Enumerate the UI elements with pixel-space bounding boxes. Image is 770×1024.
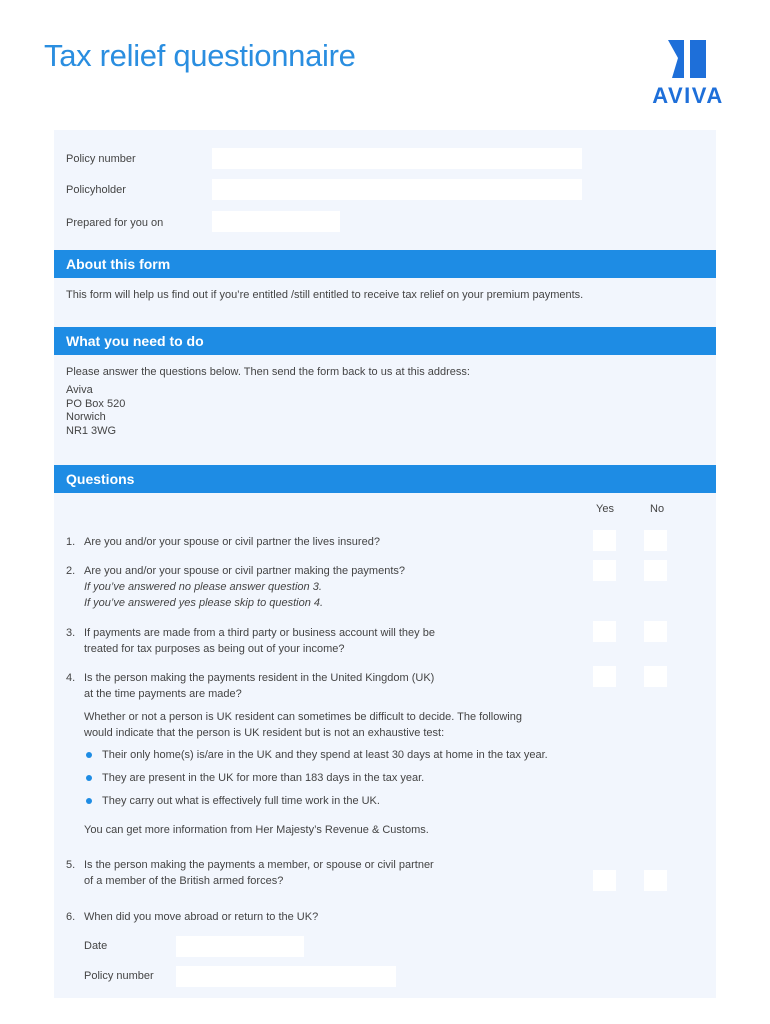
aviva-logo xyxy=(640,40,736,106)
residence-info: would indicate that the person is UK resident but is not an exhaustive test: xyxy=(84,727,445,739)
q3-yes-checkbox[interactable] xyxy=(593,621,616,642)
aviva-logo-icon xyxy=(668,40,706,78)
address-block xyxy=(66,384,125,438)
bullet-icon xyxy=(86,775,92,781)
address-line: Norwich xyxy=(66,411,106,423)
bullet-icon xyxy=(86,798,92,804)
question-2-text: Are you and/or your spouse or civil partner making the payments? xyxy=(84,565,405,577)
page-title: Tax relief questionnaire xyxy=(44,38,356,73)
bullet-item: They carry out what is effectively full time work in the UK. xyxy=(102,795,380,807)
residence-info: Whether or not a person is UK resident can sometimes be difficult to decide. The following xyxy=(84,711,522,723)
policyholder-field[interactable] xyxy=(212,179,582,200)
yes-column-label: Yes xyxy=(596,503,614,515)
bullet-icon xyxy=(86,752,92,758)
hmrc-note: You can get more information from Her Majesty’s Revenue & Customs. xyxy=(84,824,429,836)
question-1-text: Are you and/or your spouse or civil partner the lives insured? xyxy=(84,536,380,548)
q2-no-checkbox[interactable] xyxy=(644,560,667,581)
question-3-text: treated for tax purposes as being out of your income? xyxy=(84,643,345,655)
q4-no-checkbox[interactable] xyxy=(644,666,667,687)
address-line: NR1 3WG xyxy=(66,424,117,437)
todo-heading: What you need to do xyxy=(54,327,716,355)
prepared-label: Prepared for you on xyxy=(66,217,164,229)
question-4-text: Is the person making the payments resident in the United Kingdom (UK) xyxy=(84,672,435,684)
question-6-text: When did you move abroad or return to the UK? xyxy=(84,911,319,923)
address-line: PO Box 520 xyxy=(66,397,126,410)
q6-policy-number-label: Policy number xyxy=(84,970,154,982)
policyholder-label: Policyholder xyxy=(66,184,126,196)
question-5-text: Is the person making the payments a member, or spouse or civil partner xyxy=(84,859,434,871)
no-column-label: No xyxy=(650,503,665,515)
questions-heading: Questions xyxy=(54,465,716,493)
q3-no-checkbox[interactable] xyxy=(644,621,667,642)
question-2-note: If you’ve answered no please answer question 3. xyxy=(84,581,322,593)
todo-intro: Please answer the questions below. Then send the form back to us at this address: xyxy=(66,366,470,378)
question-4-text: at the time payments are made? xyxy=(84,688,242,700)
bullet-item: They are present in the UK for more than 183 days in the tax year. xyxy=(102,772,425,784)
question-5-text: of a member of the British armed forces? xyxy=(84,875,284,887)
q2-yes-checkbox[interactable] xyxy=(593,560,616,581)
question-3-text: If payments are made from a third party or business account will they be xyxy=(84,627,435,639)
q4-yes-checkbox[interactable] xyxy=(593,666,616,687)
policy-number-field[interactable] xyxy=(212,148,582,169)
question-number: 2. xyxy=(66,565,76,577)
aviva-logo-text: AVIVA xyxy=(652,83,724,108)
q5-no-checkbox[interactable] xyxy=(644,870,667,891)
q1-no-checkbox[interactable] xyxy=(644,530,667,551)
policy-number-label: Policy number xyxy=(66,153,136,165)
question-number: 5. xyxy=(66,859,76,871)
question-number: 4. xyxy=(66,672,76,684)
prepared-date-field[interactable] xyxy=(212,211,340,232)
bullet-item: Their only home(s) is/are in the UK and they spend at least 30 days at home in the tax year. xyxy=(102,749,548,761)
move-date-label: Date xyxy=(84,940,108,952)
question-number: 1. xyxy=(66,536,76,548)
q1-yes-checkbox[interactable] xyxy=(593,530,616,551)
question-2-note: If you’ve answered yes please skip to question 4. xyxy=(84,597,324,609)
about-heading: About this form xyxy=(54,250,716,278)
question-number: 3. xyxy=(66,627,76,639)
address-line: Aviva xyxy=(66,384,93,396)
form-panel xyxy=(54,130,716,998)
question-number: 6. xyxy=(66,911,76,923)
about-text: This form will help us find out if you’re entitled /still entitled to receive tax relief on your premium payments. xyxy=(66,289,584,301)
q6-policy-number-field[interactable] xyxy=(176,966,396,987)
move-date-field[interactable] xyxy=(176,936,304,957)
q5-yes-checkbox[interactable] xyxy=(593,870,616,891)
